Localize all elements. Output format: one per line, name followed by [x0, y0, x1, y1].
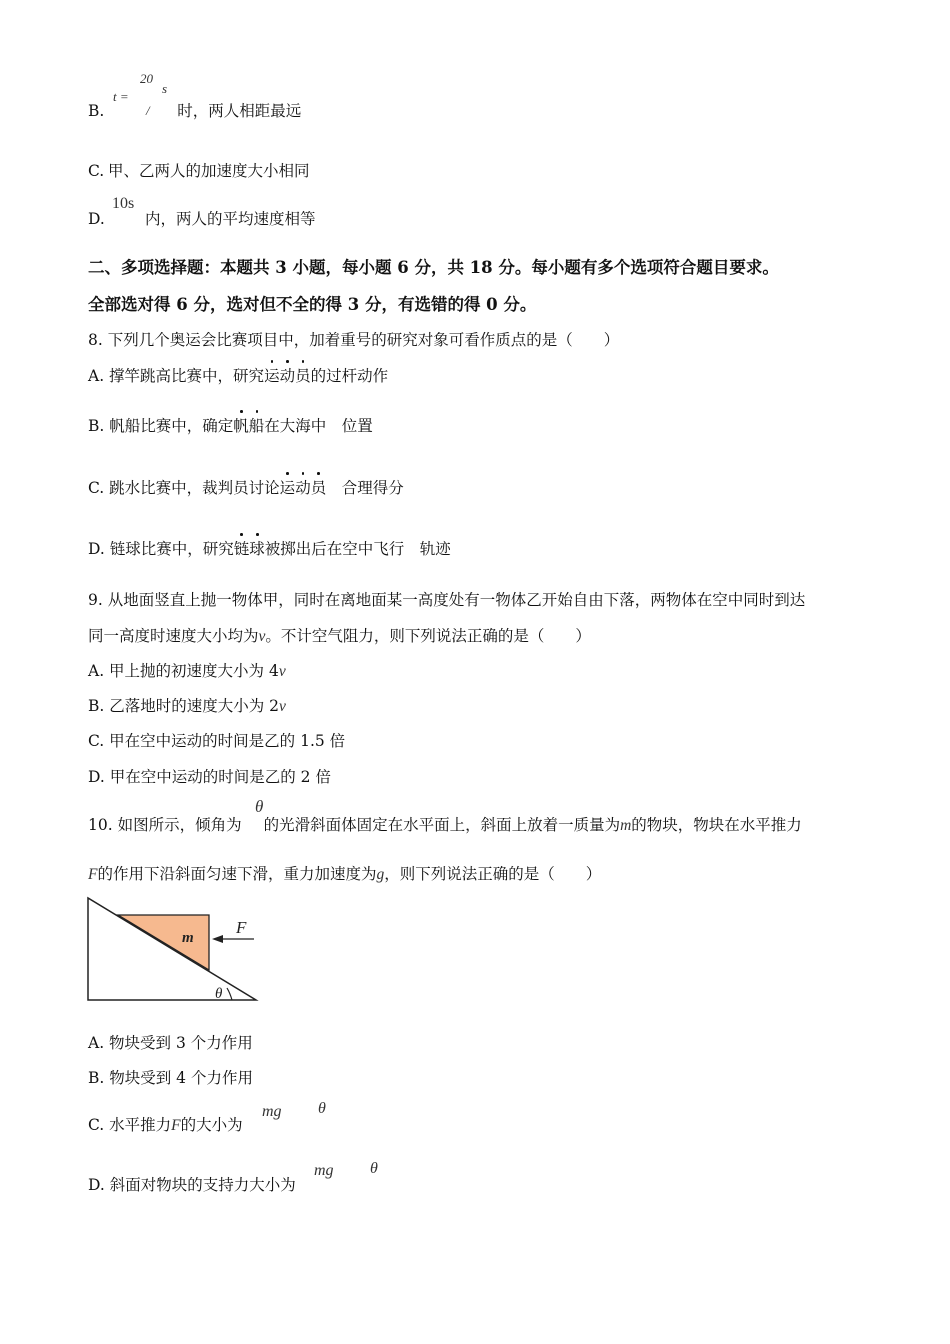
- q9-option-c: C. 甲在空中运动的时间是乙的 1.5 倍: [88, 732, 346, 750]
- stem-mid: 的作用下沿斜面匀速下滑，重力加速度为: [97, 865, 377, 883]
- emphasis-char: 动: [295, 479, 311, 497]
- var-f: F: [171, 1117, 181, 1134]
- q7-option-d: D.: [88, 210, 105, 228]
- var-m: m: [620, 817, 632, 834]
- block-label: m: [182, 930, 194, 946]
- q10-option-a: A. 物块受到 3 个力作用: [88, 1034, 253, 1052]
- emphasis-char: 员: [295, 367, 311, 385]
- incline-figure: [86, 893, 276, 1008]
- math-t: t =: [113, 89, 129, 104]
- q10-option-d: D. 斜面对物块的支持力大小为: [88, 1176, 296, 1194]
- emphasis-text: [233, 417, 264, 435]
- section-heading-line2: 全部选对得 6 分，选对但不全的得 3 分，有选错的得 0 分。: [88, 295, 537, 314]
- incline-triangle: [88, 898, 256, 1000]
- math-mg: mg: [262, 1103, 282, 1120]
- angle-label: θ: [215, 986, 223, 1002]
- section-heading-line1: 二、多项选择题：本题共 3 小题，每小题 6 分，共 18 分。每小题有多个选项符合题目要求。: [88, 258, 779, 277]
- math-numerator: 20: [140, 71, 153, 86]
- option-pre: C. 水平推力: [88, 1116, 172, 1134]
- option-post: 被掷出后在空中飞行 轨迹: [264, 540, 451, 558]
- emphasis-text: [234, 540, 265, 558]
- emphasis-text: [280, 479, 327, 497]
- option-text: A. 甲上抛的初速度大小为 4: [88, 662, 279, 680]
- var-g: g: [376, 866, 385, 883]
- emphasis-char: 运: [264, 367, 280, 385]
- q8-stem: 8. 下列几个奥运会比赛项目中，加着重号的研究对象可看作质点的是（ ）: [88, 331, 620, 349]
- q10-option-c: [88, 1115, 243, 1136]
- q7-option-c-text: 甲、乙两人的加速度大小相同: [108, 162, 310, 180]
- var-v: v: [279, 698, 286, 715]
- option-post: 的大小为: [180, 1116, 243, 1134]
- emphasis-char: 员: [310, 479, 327, 497]
- emphasis-char: 链: [233, 540, 250, 558]
- q8-option-d: [88, 539, 451, 559]
- math-slash: /: [146, 103, 150, 118]
- q9-stem-line1: 9. 从地面竖直上抛一物体甲，同时在离地面某一高度处有一物体乙开始自由下落，两物体在空中同时到达: [88, 591, 806, 609]
- option-text: 时，两人相距最远: [177, 102, 302, 120]
- q9-option-b: [88, 696, 286, 717]
- q9-option-d: D. 甲在空中运动的时间是乙的 2 倍: [88, 768, 331, 786]
- q10-stem-line2: [88, 864, 601, 885]
- option-label: B.: [88, 102, 105, 120]
- q8-option-a: [88, 366, 388, 386]
- option-text: B. 乙落地时的速度大小为 2: [88, 697, 280, 715]
- var-v: v: [258, 628, 266, 645]
- math-mg: mg: [314, 1162, 334, 1179]
- angle-arc: [227, 988, 232, 1000]
- option-post: 的过杆动作: [310, 367, 389, 385]
- stem-post: ，则下列说法正确的是（ ）: [384, 865, 602, 883]
- force-label: F: [236, 918, 247, 937]
- option-pre: C. 跳水比赛中，裁判员讨论: [88, 479, 280, 497]
- stem-post: 。不计空气阻力，则下列说法正确的是（ ）: [265, 627, 591, 645]
- emphasis-char: 动: [279, 367, 296, 385]
- q8-option-c: [88, 478, 404, 498]
- emphasis-char: 帆: [233, 417, 249, 435]
- q10-stem-line1: [88, 815, 802, 836]
- stem-post: 的物块，物块在水平推力: [631, 816, 802, 834]
- stem-mid: 的光滑斜面体固定在水平面上，斜面上放着一质量为: [263, 816, 621, 834]
- block: [118, 915, 209, 970]
- var-f: F: [88, 866, 98, 883]
- math-unit: s: [162, 81, 168, 96]
- option-pre: B. 帆船比赛中，确定: [88, 417, 234, 435]
- math-theta: θ: [370, 1160, 378, 1177]
- var-v: v: [278, 663, 286, 680]
- option-pre: D. 链球比赛中，研究: [88, 540, 234, 558]
- theta-symbol: θ: [255, 797, 264, 816]
- option-post: 合理得分: [326, 479, 404, 497]
- q7-option-d-text: 内，两人的平均速度相等: [145, 210, 316, 228]
- q7-option-c: C.: [88, 162, 105, 180]
- emphasis-char: 球: [249, 540, 265, 558]
- option-post: 在大海中 位置: [264, 417, 373, 435]
- q10-option-b: B. 物块受到 4 个力作用: [88, 1069, 253, 1087]
- emphasis-char: 运: [279, 479, 296, 497]
- option-pre: A. 撑竿跳高比赛中，研究: [88, 367, 265, 385]
- stem-pre: 10. 如图所示，倾角为: [88, 816, 242, 834]
- force-arrowhead: [212, 935, 223, 943]
- emphasis-text: [264, 367, 311, 385]
- q8-option-b: [88, 416, 373, 436]
- stem-pre: 同一高度时速度大小均为: [88, 627, 259, 645]
- emphasis-char: 船: [248, 417, 265, 435]
- math-10s: 10s: [112, 195, 135, 212]
- q9-option-a: [88, 661, 286, 682]
- q9-stem-line2: [88, 626, 591, 647]
- math-theta: θ: [318, 1100, 326, 1117]
